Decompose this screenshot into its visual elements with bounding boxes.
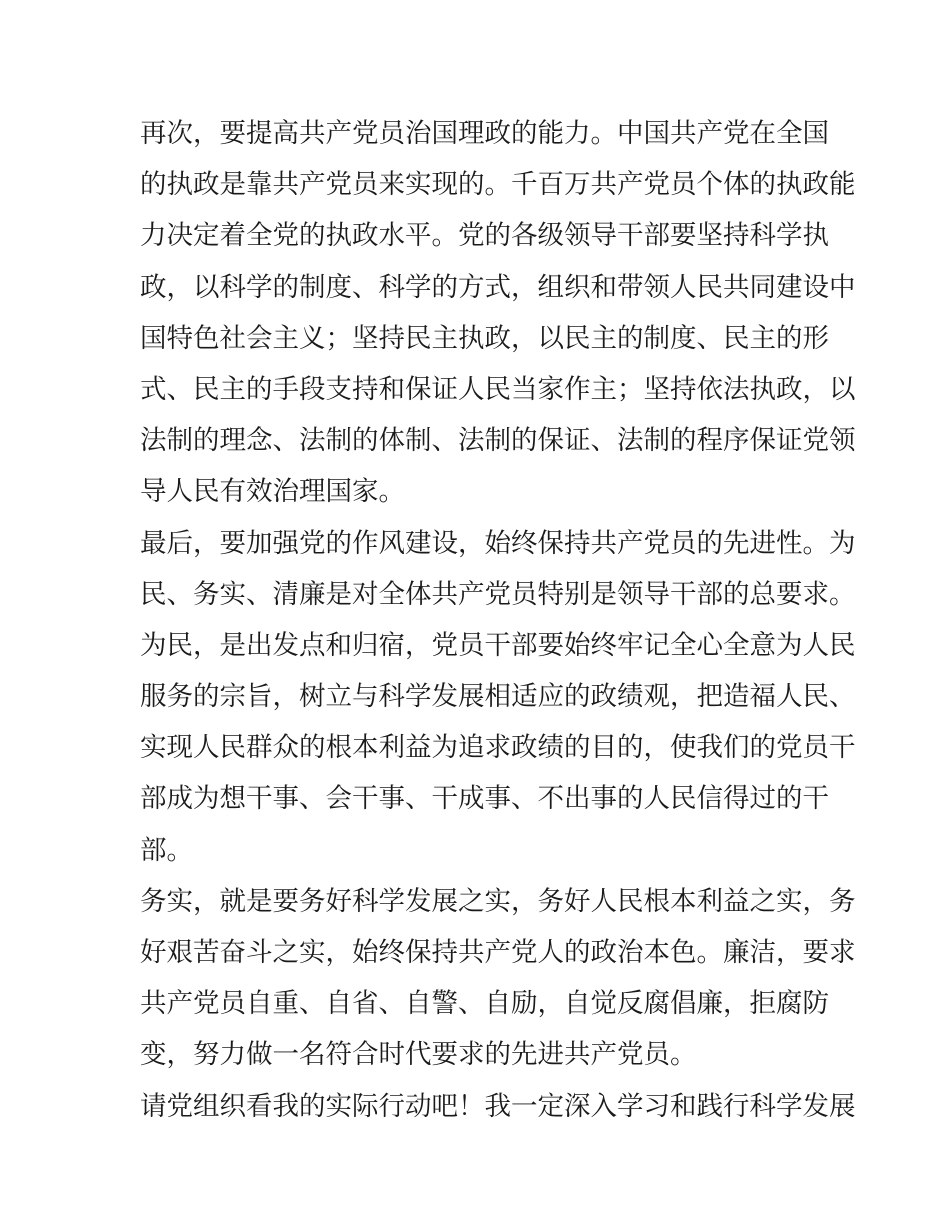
text-line: 最后，要加强党的作风建设，始终保持共产党员的先进性。为 <box>140 527 856 559</box>
text-line: 服务的宗旨，树立与科学发展相适应的政绩观，把造福人民、 <box>140 681 856 713</box>
text-line: 再次，要提高共产党员治国理政的能力。中国共产党在全国 <box>140 118 829 149</box>
paragraph <box>140 876 856 1081</box>
text-line: 国特色社会主义；坚持民主执政，以民主的制度、民主的形 <box>140 322 829 354</box>
text-line: 的执政是靠共产党员来实现的。千百万共产党员个体的执政能 <box>140 169 856 201</box>
text-line: 法制的理念、法制的体制、法制的保证、法制的程序保证党领 <box>140 425 856 457</box>
paragraph <box>140 1081 856 1132</box>
text-line: 好艰苦奋斗之实，始终保持共产党人的政治本色。廉洁，要求 <box>140 937 856 968</box>
text-line: 民、务实、清廉是对全体共产党员特别是领导干部的总要求。 <box>140 578 856 610</box>
text-line: 请党组织看我的实际行动吧！我一定深入学习和践行科学发展 <box>140 1090 856 1122</box>
text-line: 为民，是出发点和归宿，党员干部要始终牢记全心全意为人民 <box>140 629 856 661</box>
text-line: 导人民有效治理国家。 <box>140 476 405 508</box>
paragraph <box>140 518 856 876</box>
text-line: 务实，就是要务好科学发展之实，务好人民根本利益之实，务 <box>140 885 856 917</box>
text-line: 变，努力做一名符合时代要求的先进共产党员。 <box>140 1039 697 1071</box>
document-body <box>140 108 856 1132</box>
text-line: 力决定着全党的执政水平。党的各级领导干部要坚持科学执 <box>140 220 829 252</box>
text-line: 共产党员自重、自省、自警、自励，自觉反腐倡廉，拒腐防 <box>140 988 829 1020</box>
paragraph <box>140 108 856 518</box>
text-line: 政，以科学的制度、科学的方式，组织和带领人民共同建设中 <box>140 271 856 303</box>
text-line: 部成为想干事、会干事、干成事、不出事的人民信得过的干 <box>140 783 829 815</box>
text-line: 式、民主的手段支持和保证人民当家作主；坚持依法执政，以 <box>140 373 856 405</box>
text-line: 部。 <box>140 834 193 866</box>
text-line: 实现人民群众的根本利益为追求政绩的目的，使我们的党员干 <box>140 732 856 764</box>
